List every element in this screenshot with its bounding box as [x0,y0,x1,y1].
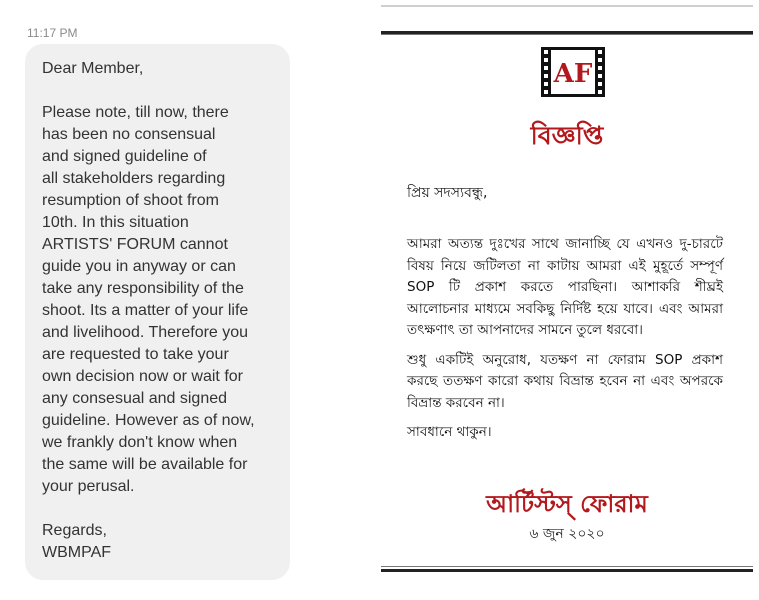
top-divider [381,31,753,35]
bottom-divider [381,566,753,572]
notice-signature: আর্টিস্টস্ ফোরাম [486,489,648,518]
notice-body [407,234,723,452]
message-greeting: Dear Member, [42,60,144,77]
notice-title: বিজ্ঞপ্তি [530,121,604,150]
top-divider-thin [381,5,753,7]
film-reel-logo-icon [540,46,606,98]
notice-paragraph: আমরা অত্যন্ত দুঃখের সাথে জানাচ্ছি যে এখনও দু-চারটে বিষয় নিয়ে জটিলতা না কাটায় আমরা এই মুহূর্তে সম্পূর্ণ SOP টি প্রকাশ করতে পারছিনা। আশাকরি শীঘ্রই আলোচনার মাধ্যমে সবকিছু নির্দিষ্ট হয়ে যাবে। এবং আমরা তৎক্ষণাৎ তা আপনাদের সামনে তুলে ধরবো। [407,236,723,338]
notice-salutation: প্রিয় সদস্যবন্ধু, [407,185,488,201]
sms-panel [0,0,300,600]
message-body: Please note, till now, there has been no consensual and signed guideline of all stakeholders regarding resumption of shoot from 10th. In this situation ARTISTS' FORUM cannot guide you in anyway or can take any responsibility of the shoot. Its a matter of your life and livelihood. Therefore you are requested to take your own decision now or wait for any consesual and signed guideline. However as of now, we frankly don't know when the same will be available for your perusal. [42,104,255,495]
logo-text: AF [553,59,593,89]
message-bubble[interactable] [25,44,290,580]
notice-paragraph: শুধু একটিই অনুরোধ, যতক্ষণ না ফোরাম SOP প্রকাশ করছে ততক্ষণ কারো কথায় বিভ্রান্ত হবেন না এবং অপরকে বিভ্রান্ত করবেন না। [407,351,723,411]
notice-paragraph: সাবধানে থাকুন। [407,424,492,440]
message-timestamp: 11:17 PM [27,26,78,40]
notice-panel [381,0,759,600]
message-signoff: Regards, WBMPAF [42,522,112,561]
notice-date: ৬ জুন ২০২০ [529,526,605,542]
